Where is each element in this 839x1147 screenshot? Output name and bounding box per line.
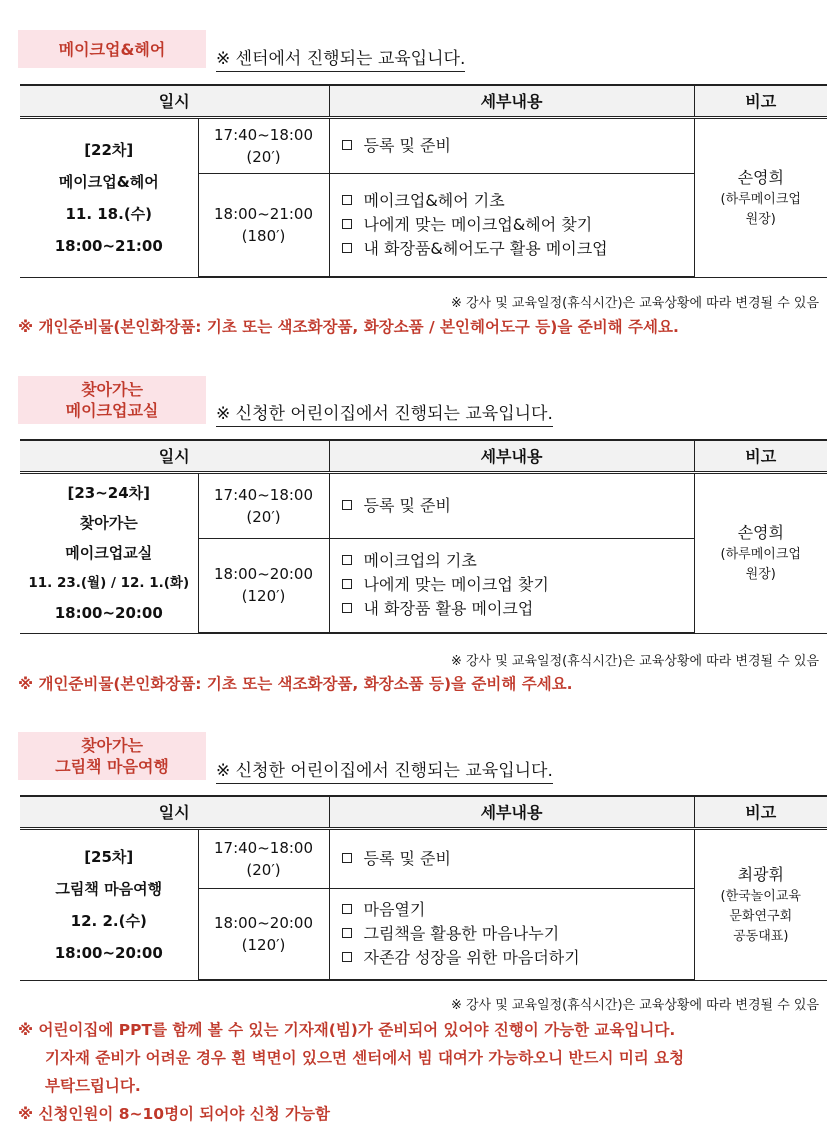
session-number: [22차] (84, 140, 134, 159)
program-intro: ※ 신청한 어린이집에서 진행되는 교육입니다. (216, 756, 553, 784)
time-range: 18:00~20:00 (213, 565, 314, 584)
session-date: 12. 2.(수) (70, 911, 147, 930)
time-cell (198, 888, 329, 980)
program-intro: ※ 신청한 어린이집에서 진행되는 교육입니다. (216, 399, 553, 427)
header-date: 일시 (20, 85, 329, 117)
header-date: 일시 (20, 440, 329, 472)
detail-cell (329, 173, 694, 277)
detail-cell (329, 117, 694, 173)
list-item: 자존감 성장을 위한 마음더하기 (342, 946, 694, 970)
schedule-footnote: ※ 강사 및 교육일정(휴식시간)은 교육상황에 따라 변경될 수 있음 (450, 998, 819, 1013)
header-note: 비고 (694, 796, 827, 828)
list-item: 그림책을 활용한 마음나누기 (342, 922, 694, 946)
checkbox-icon (342, 853, 352, 863)
note-cell (694, 472, 827, 633)
checkbox-icon (342, 904, 352, 914)
header-note: 비고 (694, 440, 827, 472)
instructor-affiliation: (하루메이크업 (720, 547, 801, 562)
program-tag-line: 찾아가는 (81, 736, 143, 755)
date-cell (20, 472, 198, 633)
session-title: 그림책 마음여행 (55, 879, 163, 898)
program-tag (18, 30, 206, 68)
header-date: 일시 (20, 796, 329, 828)
list-item: 등록 및 준비 (342, 847, 694, 871)
warning-text: ※ 개인준비물(본인화장품: 기초 또는 색조화장품, 화장소품 등)을 준비해 주세요. (18, 675, 573, 693)
time-range: 18:00~21:00 (213, 204, 314, 223)
session-title: 찾아가는 (79, 514, 138, 532)
header-details: 세부내용 (329, 85, 694, 117)
list-item: 내 화장품 활용 메이크업 (342, 597, 694, 621)
note-cell (694, 828, 827, 980)
instructor-role: 원장) (745, 567, 776, 582)
checkbox-icon (342, 140, 352, 150)
time-duration: (180′) (241, 226, 286, 245)
session-date: 11. 18.(수) (65, 204, 153, 223)
instructor-affiliation: (하루메이크업 (720, 191, 801, 207)
session-time: 18:00~20:00 (54, 943, 163, 962)
instructor-role: 공동대표) (733, 928, 789, 944)
table-row (20, 472, 827, 538)
schedule-table (20, 795, 827, 981)
list-item: 등록 및 준비 (342, 134, 694, 158)
time-cell (198, 117, 329, 173)
detail-cell (329, 538, 694, 633)
time-cell (198, 828, 329, 888)
instructor-affiliation: (한국놀이교육 (720, 888, 801, 904)
checkbox-icon (342, 555, 352, 565)
instructor-name: 손영희 (737, 167, 784, 187)
warning-text: ※ 어린이집에 PPT를 함께 볼 수 있는 기자재(빔)가 준비되어 있어야 진행이 가능한 교육입니다. 기자재 준비가 어려운 경우 흰 벽면이 있으면 센터에서 빔 대여가 가능하오니 반드시 미리 요청 부탁드립니다. ※ 신청인원이 8~10명이 되어야 신청 가능함 (18, 1021, 685, 1123)
time-range: 17:40~18:00 (213, 838, 314, 857)
list-item: 마음열기 (342, 898, 694, 922)
detail-cell (329, 472, 694, 538)
checkbox-icon (342, 579, 352, 589)
schedule-footnote: ※ 강사 및 교육일정(휴식시간)은 교육상황에 따라 변경될 수 있음 (450, 654, 819, 669)
schedule-footnote: ※ 강사 및 교육일정(휴식시간)은 교육상황에 따라 변경될 수 있음 (450, 296, 819, 311)
program-intro: ※ 센터에서 진행되는 교육입니다. (216, 44, 465, 72)
detail-cell (329, 888, 694, 980)
checkbox-icon (342, 500, 352, 510)
instructor-name: 최광휘 (737, 864, 784, 884)
table-header-row (20, 796, 827, 828)
checkbox-icon (342, 603, 352, 613)
schedule-table (20, 84, 827, 278)
program-tag-line: 메이크업&헤어 (58, 39, 166, 59)
time-range: 18:00~20:00 (213, 913, 314, 932)
header-details: 세부내용 (329, 440, 694, 472)
header-details: 세부내용 (329, 796, 694, 828)
program-tag (18, 732, 206, 780)
list-item: 메이크업의 기초 (342, 549, 694, 573)
session-number: [23~24차] (67, 484, 151, 502)
program-tag-line: 찾아가는 (81, 380, 143, 399)
time-range: 17:40~18:00 (213, 125, 314, 144)
warning-text: ※ 개인준비물(본인화장품: 기초 또는 색조화장품, 화장소품 / 본인헤어도구 등)을 준비해 주세요. (18, 318, 679, 336)
checkbox-icon (342, 243, 352, 253)
table-header-row (20, 440, 827, 472)
session-date: 11. 23.(월) / 12. 1.(화) (28, 575, 190, 591)
time-duration: (120′) (241, 935, 286, 954)
detail-cell (329, 828, 694, 888)
time-duration: (20′) (246, 860, 281, 879)
program-tag-line: 메이크업교실 (65, 401, 159, 420)
checkbox-icon (342, 928, 352, 938)
time-cell (198, 538, 329, 633)
instructor-name: 손영희 (737, 523, 784, 542)
list-item: 내 화장품&헤어도구 활용 메이크업 (342, 237, 694, 261)
schedule-table (20, 439, 827, 634)
list-item: 등록 및 준비 (342, 494, 694, 518)
instructor-role: 원장) (745, 211, 776, 227)
date-cell (20, 828, 198, 980)
checkbox-icon (342, 195, 352, 205)
checkbox-icon (342, 952, 352, 962)
note-cell (694, 117, 827, 277)
table-header-row (20, 85, 827, 117)
list-item: 나에게 맞는 메이크업&헤어 찾기 (342, 213, 694, 237)
table-row (20, 828, 827, 888)
checkbox-icon (342, 219, 352, 229)
header-note: 비고 (694, 85, 827, 117)
program-tag-line: 그림책 마음여행 (55, 757, 169, 776)
session-time: 18:00~21:00 (54, 236, 163, 255)
instructor-affiliation: 문화연구회 (729, 908, 793, 924)
session-title: 메이크업교실 (65, 544, 153, 562)
time-cell (198, 472, 329, 538)
list-item: 나에게 맞는 메이크업 찾기 (342, 573, 694, 597)
time-duration: (120′) (241, 587, 286, 606)
time-range: 17:40~18:00 (213, 485, 314, 504)
time-duration: (20′) (246, 507, 281, 526)
program-tag (18, 376, 206, 424)
date-cell (20, 117, 198, 277)
list-item: 메이크업&헤어 기초 (342, 189, 694, 213)
time-cell (198, 173, 329, 277)
table-row (20, 117, 827, 173)
session-title: 메이크업&헤어 (58, 172, 159, 191)
session-number: [25차] (84, 847, 134, 866)
session-time: 18:00~20:00 (54, 604, 163, 622)
time-duration: (20′) (246, 147, 281, 166)
